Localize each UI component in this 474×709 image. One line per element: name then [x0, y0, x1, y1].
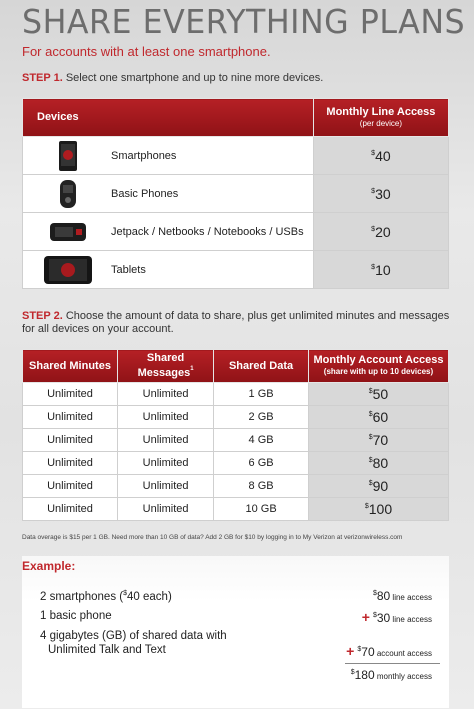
- example-amount: + $30 line access: [361, 609, 432, 625]
- table-row: [23, 429, 449, 452]
- step2-text: Choose the amount of data to share, plus get unlimited minutes and messages for all devices on your account.: [22, 310, 450, 335]
- device-name: Jetpack / Netbooks / Notebooks / USBs: [111, 225, 304, 238]
- device-cell: [23, 137, 314, 175]
- table-row: [23, 475, 449, 498]
- smartphone-icon: [37, 140, 99, 171]
- data-cell: 1 GB: [214, 383, 309, 406]
- page-title: SHARE EVERYTHING PLANS: [22, 2, 466, 41]
- step1-instruction: [22, 72, 323, 84]
- minutes-cell: Unlimited: [23, 429, 118, 452]
- account-access-header-sub: (share with up to 10 devices): [323, 367, 434, 376]
- example-line: 4 gigabytes (GB) of shared data with: [40, 630, 227, 642]
- example-amount: + $70 account access: [346, 643, 432, 659]
- step2-instruction: [22, 310, 462, 336]
- device-pricing-table: [22, 98, 449, 289]
- shared-messages-header: Shared Messages$^1$: [117, 350, 213, 383]
- table-row: [23, 251, 449, 289]
- minutes-cell: Unlimited: [23, 406, 118, 429]
- example-line: 2 smartphones ($40 each): [40, 590, 172, 603]
- messages-cell: Unlimited: [117, 452, 213, 475]
- account-access-header: [308, 350, 448, 383]
- tablet-icon: [37, 254, 99, 285]
- minutes-cell: Unlimited: [23, 383, 118, 406]
- device-price: $10: [313, 251, 448, 289]
- device-name: Basic Phones: [111, 187, 179, 200]
- example-total: $180 monthly access: [350, 668, 432, 682]
- account-access-header-label: Monthly Account Access: [313, 354, 444, 366]
- device-name: Smartphones: [111, 149, 177, 162]
- device-cell: [23, 175, 314, 213]
- table-row: [23, 175, 449, 213]
- data-pricing-table: [22, 349, 449, 521]
- total-divider: [345, 663, 440, 664]
- example-amount: $80 line access: [372, 589, 432, 603]
- messages-cell: Unlimited: [117, 429, 213, 452]
- table-row: [23, 452, 449, 475]
- messages-cell: Unlimited: [117, 498, 213, 521]
- line-access-header-sub: (per device): [359, 118, 403, 128]
- plan-price: $70: [308, 429, 448, 452]
- table-row: [23, 406, 449, 429]
- table-row: [23, 383, 449, 406]
- data-overage-footnote: Data overage is $15 per 1 GB. Need more than 10 GB of data? Add 2 GB for $10 by logging in to My Verizon at verizonwireless.com: [22, 534, 403, 541]
- step1-label: STEP 1.: [22, 72, 63, 84]
- device-name: Tablets: [111, 263, 146, 276]
- step2-label: STEP 2.: [22, 310, 63, 322]
- data-cell: 6 GB: [214, 452, 309, 475]
- example-line-continued: Unlimited Talk and Text: [48, 644, 166, 656]
- basic-phone-icon: [37, 178, 99, 209]
- device-price: $40: [313, 137, 448, 175]
- table-row: [23, 137, 449, 175]
- messages-cell: Unlimited: [117, 475, 213, 498]
- messages-cell: Unlimited: [117, 383, 213, 406]
- line-access-column-header: [313, 99, 448, 137]
- minutes-cell: Unlimited: [23, 452, 118, 475]
- minutes-cell: Unlimited: [23, 475, 118, 498]
- plan-price: $90: [308, 475, 448, 498]
- table-row: [23, 498, 449, 521]
- data-cell: 10 GB: [214, 498, 309, 521]
- shared-data-header: Shared Data: [214, 350, 309, 383]
- device-price: $20: [313, 213, 448, 251]
- devices-column-header: Devices: [23, 99, 314, 137]
- shared-minutes-header: Shared Minutes: [23, 350, 118, 383]
- device-cell: [23, 213, 314, 251]
- plus-icon: +: [361, 609, 370, 625]
- messages-cell: Unlimited: [117, 406, 213, 429]
- example-line: 1 basic phone: [40, 610, 112, 622]
- table-row: [23, 213, 449, 251]
- minutes-cell: Unlimited: [23, 498, 118, 521]
- data-cell: 8 GB: [214, 475, 309, 498]
- page-subtitle: For accounts with at least one smartphone.: [22, 44, 271, 59]
- device-cell: [23, 251, 314, 289]
- line-access-header-label: Monthly Line Access: [326, 105, 436, 118]
- jetpack-icon: [37, 216, 99, 247]
- plan-price: $100: [308, 498, 448, 521]
- example-label: Example:: [22, 559, 76, 573]
- step1-text: Select one smartphone and up to nine more devices.: [62, 72, 324, 84]
- data-cell: 2 GB: [214, 406, 309, 429]
- device-price: $30: [313, 175, 448, 213]
- plus-icon: +: [346, 643, 355, 659]
- plan-price: $60: [308, 406, 448, 429]
- plan-price: $80: [308, 452, 448, 475]
- data-cell: 4 GB: [214, 429, 309, 452]
- plan-price: $50: [308, 383, 448, 406]
